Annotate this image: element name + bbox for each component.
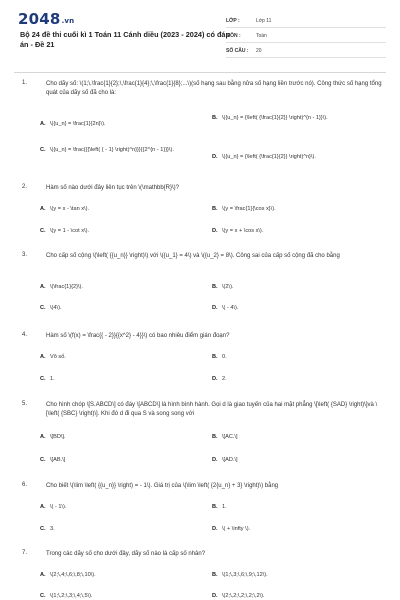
question-text: Cho dãy số: \(1;\,\frac{1}{2};\,\frac{1}{4};\,\frac{1}{8};...\)(số hạng sau bằng nửa số hạng liền trước nó). Công thức số hạng tổng quát của dãy số đã cho là: bbox=[46, 81, 382, 96]
option-b[interactable] bbox=[212, 433, 382, 441]
option-d[interactable] bbox=[212, 525, 382, 533]
option-a[interactable] bbox=[40, 433, 200, 441]
option-text: \(1;\,2;\,3;\,4;\,5\). bbox=[50, 593, 93, 599]
option-a[interactable] bbox=[40, 503, 200, 511]
meta-value: Toán bbox=[256, 32, 267, 39]
option-text: 0. bbox=[222, 354, 227, 360]
option-text: \({u_n} = \frac{1}{2n}\). bbox=[50, 121, 106, 127]
question-text: Cho hình chóp \[S.ABCD\] có đáy \[ABCD\] là hình bình hành. Gọi d là giao tuyến của hai mặt phẳng \[\left( {SAD} \right)\]và \[\left( {SBC} \right)\]. Khi đó d đi qua S và song song với bbox=[46, 402, 378, 417]
option-c[interactable] bbox=[40, 146, 200, 154]
document-meta bbox=[226, 14, 386, 59]
option-b[interactable] bbox=[212, 571, 382, 579]
question-number: 5. bbox=[22, 401, 28, 407]
option-letter: B. bbox=[212, 206, 218, 212]
option-d[interactable] bbox=[212, 456, 382, 464]
site-logo[interactable] bbox=[18, 10, 74, 28]
option-text: \( - 1\). bbox=[50, 504, 67, 510]
option-letter: C. bbox=[40, 147, 46, 153]
logo-main: 2048 bbox=[18, 10, 61, 28]
option-c[interactable] bbox=[40, 227, 200, 235]
question-text: Hàm số nào dưới đây liên tục trên \(\mathbb{R}\)? bbox=[46, 185, 180, 191]
option-d[interactable] bbox=[212, 375, 382, 383]
document-title: Bộ 24 đề thi cuối kì 1 Toán 11 Cánh diều (2023 - 2024) có đáp án - Đề 21 bbox=[20, 30, 230, 49]
question-number: 4. bbox=[22, 332, 28, 338]
header-divider bbox=[14, 72, 386, 73]
option-b[interactable] bbox=[212, 353, 382, 361]
option-letter: C. bbox=[40, 457, 46, 463]
option-text: \( + \infty \). bbox=[222, 526, 251, 532]
option-b[interactable] bbox=[212, 205, 382, 213]
option-text: 1. bbox=[222, 504, 227, 510]
option-text: \[AD.\] bbox=[222, 457, 238, 463]
option-letter: C. bbox=[40, 593, 46, 599]
question-number: 3. bbox=[22, 252, 28, 258]
question-text: Cho biết \(\lim \left( {{u_n}} \right) = - 1\). Giá trị của \(\lim \left( {2{u_n} + 3} \right)\) bằng bbox=[46, 483, 279, 489]
option-text: \(1;\,3;\,6;\,9;\,12\). bbox=[222, 572, 268, 578]
option-text: 3. bbox=[50, 526, 55, 532]
option-letter: D. bbox=[212, 593, 218, 599]
option-text: \[BD\]. bbox=[50, 434, 66, 440]
meta-label: LỚP : bbox=[226, 17, 240, 24]
option-letter: C. bbox=[40, 305, 46, 311]
option-letter: B. bbox=[212, 434, 218, 440]
meta-row-count bbox=[226, 44, 386, 58]
option-letter: C. bbox=[40, 228, 46, 234]
option-a[interactable] bbox=[40, 353, 200, 361]
option-text: Vô số. bbox=[50, 354, 66, 360]
option-b[interactable] bbox=[212, 503, 382, 511]
option-b[interactable] bbox=[212, 283, 382, 291]
meta-value: Lớp 11 bbox=[256, 17, 272, 24]
option-d[interactable] bbox=[212, 592, 382, 600]
option-letter: A. bbox=[40, 206, 46, 212]
option-a[interactable] bbox=[40, 571, 200, 579]
option-letter: B. bbox=[212, 354, 218, 360]
question-number: 2. bbox=[22, 184, 28, 190]
option-letter: B. bbox=[212, 115, 218, 121]
option-letter: D. bbox=[212, 376, 218, 382]
option-text: \(2\). bbox=[222, 284, 234, 290]
meta-row-subject bbox=[226, 29, 386, 43]
option-a[interactable] bbox=[40, 283, 200, 291]
option-c[interactable] bbox=[40, 592, 200, 600]
option-text: 1. bbox=[50, 376, 55, 382]
option-d[interactable] bbox=[212, 227, 382, 235]
option-letter: D. bbox=[212, 305, 218, 311]
question-text: Trong các dãy số cho dưới đây, dãy số nào là cấp số nhân? bbox=[46, 551, 206, 557]
option-text: \(y = \frac{1}{\cos x}\). bbox=[222, 206, 276, 212]
option-letter: A. bbox=[40, 572, 46, 578]
option-c[interactable] bbox=[40, 304, 200, 312]
meta-label: MÔN : bbox=[226, 32, 241, 39]
option-text: \({u_n} = {\left( {\frac{1}{2}} \right)^{n - 1}}\). bbox=[222, 115, 328, 121]
option-letter: D. bbox=[212, 228, 218, 234]
meta-row-class bbox=[226, 14, 386, 28]
option-c[interactable] bbox=[40, 525, 200, 533]
option-letter: A. bbox=[40, 121, 46, 127]
logo-suffix: .vn bbox=[61, 17, 75, 25]
option-text: \[AC.\] bbox=[222, 434, 238, 440]
option-letter: A. bbox=[40, 504, 46, 510]
option-letter: B. bbox=[212, 284, 218, 290]
option-c[interactable] bbox=[40, 456, 200, 464]
question-text: Cho cấp số cộng \(\left( {{u_n}} \right)\) với \({u_1} = 4\) và \({u_2} = 8\). Công sai của cấp số cộng đã cho bằng bbox=[46, 253, 340, 259]
option-letter: D. bbox=[212, 154, 218, 160]
document-header bbox=[0, 0, 400, 64]
option-text: \( - 4\). bbox=[222, 305, 239, 311]
option-text: \(y = 1 - \cot x\). bbox=[50, 228, 90, 234]
option-letter: D. bbox=[212, 526, 218, 532]
option-text: \(\frac{1}{2}\). bbox=[50, 284, 83, 290]
question-number: 1. bbox=[22, 80, 28, 86]
option-c[interactable] bbox=[40, 375, 200, 383]
question-number: 6. bbox=[22, 482, 28, 488]
option-d[interactable] bbox=[212, 153, 382, 161]
option-letter: A. bbox=[40, 284, 46, 290]
meta-value: 20 bbox=[256, 47, 262, 54]
option-letter: C. bbox=[40, 526, 46, 532]
option-text: \(4\). bbox=[50, 305, 62, 311]
option-d[interactable] bbox=[212, 304, 382, 312]
option-text: \(y = x + \cos x\). bbox=[222, 228, 264, 234]
option-letter: B. bbox=[212, 572, 218, 578]
option-b[interactable] bbox=[212, 114, 382, 122]
option-letter: A. bbox=[40, 354, 46, 360]
meta-label: SỐ CÂU : bbox=[226, 47, 249, 54]
option-text: 2. bbox=[222, 376, 227, 382]
option-a[interactable] bbox=[40, 205, 200, 213]
option-letter: C. bbox=[40, 376, 46, 382]
option-letter: D. bbox=[212, 457, 218, 463]
option-text: \(y = x - \tan x\). bbox=[50, 206, 90, 212]
option-text: \(2;\,4;\,6;\,8;\,10\). bbox=[50, 572, 96, 578]
option-letter: B. bbox=[212, 504, 218, 510]
option-text: \({u_n} = {\left( {\frac{1}{2}} \right)^n}\). bbox=[222, 154, 316, 160]
option-text: \({u_n} = \frac{{{\left( { - 1} \right)^n}}}{{2^{n - 1}}}\). bbox=[50, 147, 174, 153]
option-text: \[AB.\] bbox=[50, 457, 66, 463]
option-a[interactable] bbox=[40, 120, 200, 128]
question-text: Hàm số \(f(x) = \frac{{ - 2}}{{x^2} - 4}}\) có bao nhiêu điểm gián đoạn? bbox=[46, 333, 230, 339]
option-letter: A. bbox=[40, 434, 46, 440]
option-text: \(2;\,2;\,2;\,2;\,2\). bbox=[222, 593, 265, 599]
question-number: 7. bbox=[22, 550, 28, 556]
